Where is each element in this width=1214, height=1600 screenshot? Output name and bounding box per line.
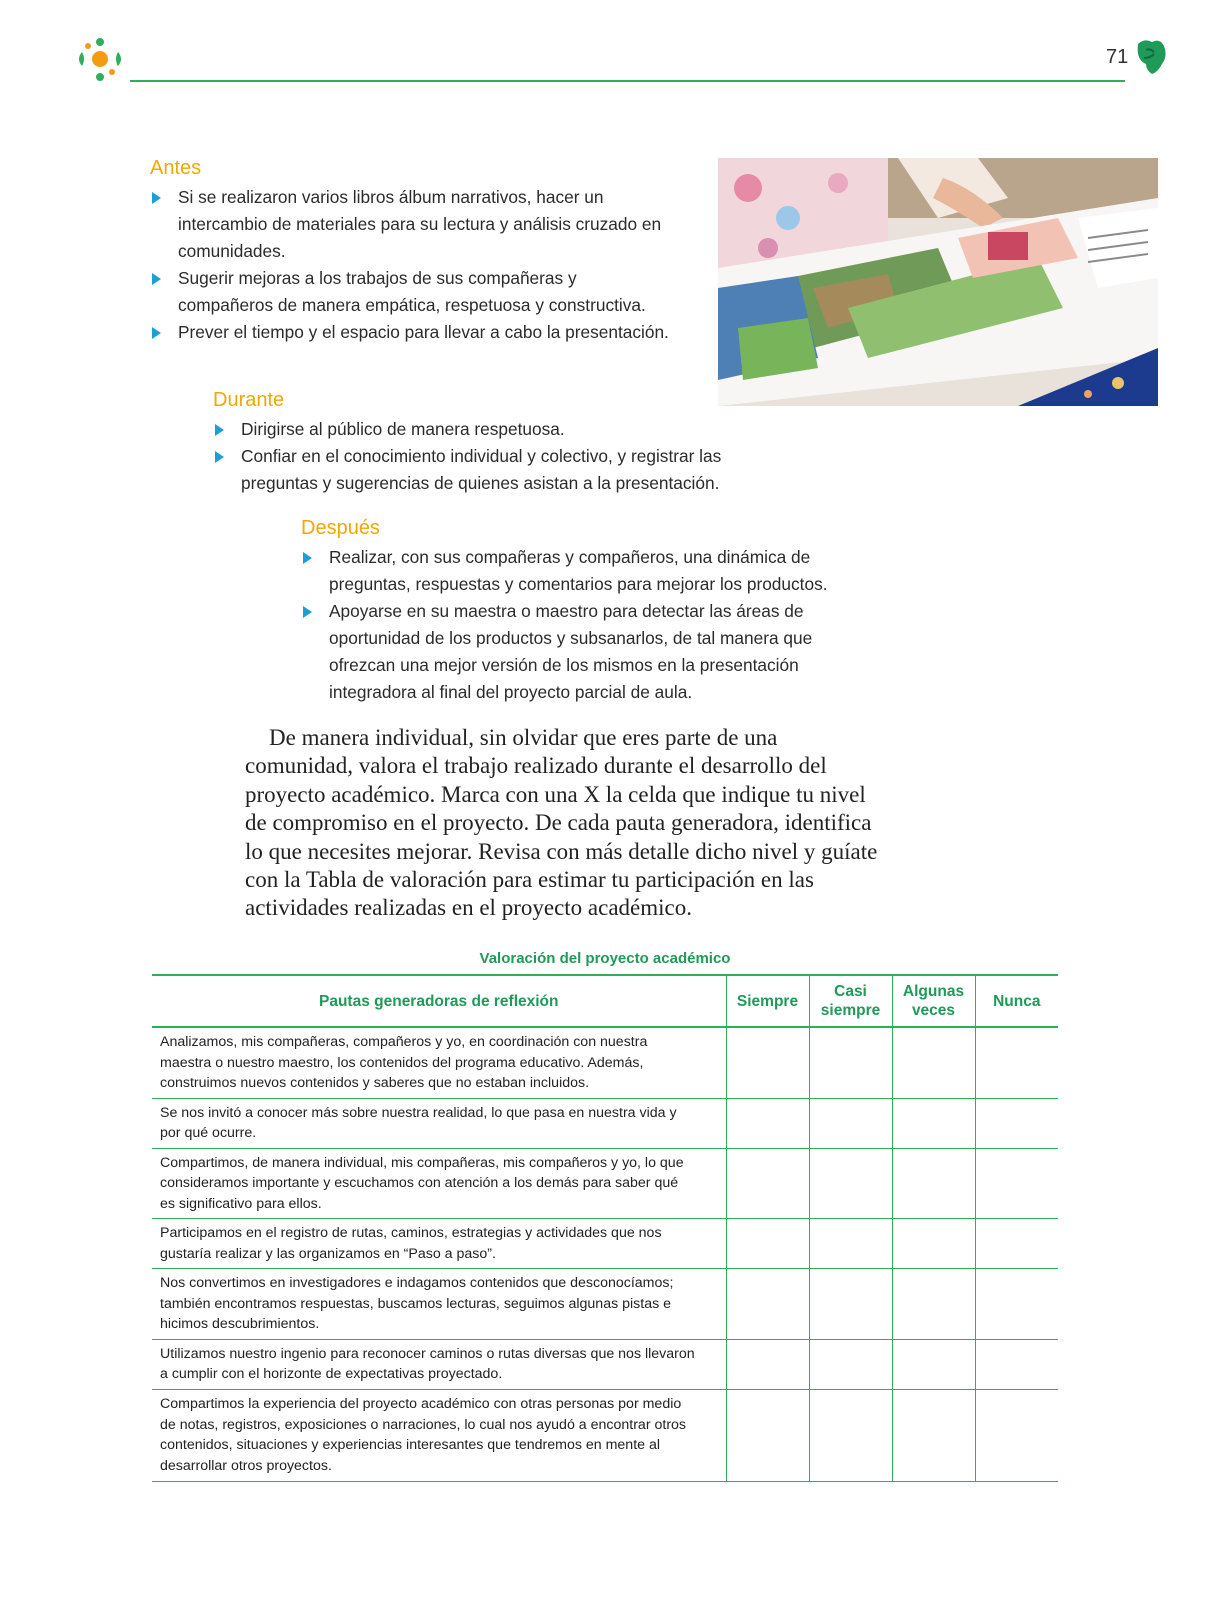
siempre-checkbox-cell[interactable] <box>726 1389 809 1481</box>
algunas-veces-checkbox-cell[interactable] <box>892 1219 975 1269</box>
table-row <box>152 1269 1058 1340</box>
nunca-checkbox-cell[interactable] <box>975 1098 1058 1148</box>
table-row <box>152 1219 1058 1269</box>
nunca-checkbox-cell[interactable] <box>975 1389 1058 1481</box>
header-casi-siempre: Casi siempre <box>809 975 892 1027</box>
list-item-text: Si se realizaron varios libros álbum narrativos, hacer un intercambio de materiales para su lectura y análisis cruzado en comunidades. <box>178 187 662 261</box>
casi-siempre-checkbox-cell[interactable] <box>809 1148 892 1219</box>
statement-cell: Utilizamos nuestro ingenio para reconocer caminos o rutas diversas que nos llevaron a cumplir con el horizonte de expectativas proyectado. <box>152 1339 726 1389</box>
header-algunas-veces: Algunas veces <box>892 975 975 1027</box>
casi-siempre-checkbox-cell[interactable] <box>809 1339 892 1389</box>
list-item-text: Realizar, con sus compañeras y compañeros, una dinámica de preguntas, respuestas y comentarios para mejorar los productos. <box>329 547 828 594</box>
classroom-photo <box>718 158 1158 406</box>
statement-cell: Se nos invitó a conocer más sobre nuestra realidad, lo que pasa en nuestra vida y por qué ocurre. <box>152 1098 726 1148</box>
algunas-veces-checkbox-cell[interactable] <box>892 1389 975 1481</box>
casi-siempre-checkbox-cell[interactable] <box>809 1269 892 1340</box>
casi-siempre-checkbox-cell[interactable] <box>809 1098 892 1148</box>
casi-siempre-checkbox-cell[interactable] <box>809 1027 892 1098</box>
table-row <box>152 1339 1058 1389</box>
siempre-checkbox-cell[interactable] <box>726 1027 809 1098</box>
antes-section <box>150 156 670 346</box>
table-caption: Valoración del proyecto académico <box>479 950 731 967</box>
list-item <box>213 416 773 443</box>
antes-list <box>150 184 670 346</box>
table-row <box>152 1148 1058 1219</box>
algunas-veces-checkbox-cell[interactable] <box>892 1269 975 1340</box>
list-item-text: Prever el tiempo y el espacio para llevar a cabo la presentación. <box>178 322 669 342</box>
bullet-arrow-icon <box>303 606 312 618</box>
list-item <box>301 598 861 706</box>
list-item <box>150 184 670 265</box>
siempre-checkbox-cell[interactable] <box>726 1148 809 1219</box>
list-item-text: Dirigirse al público de manera respetuosa. <box>241 419 565 439</box>
list-item-text: Apoyarse en su maestra o maestro para detectar las áreas de oportunidad de los productos y subsanarlos, de tal manera que ofrezcan una mejor versión de los mismos en la presentación integradora al final del proyecto parcial de aula. <box>329 601 813 702</box>
siempre-checkbox-cell[interactable] <box>726 1098 809 1148</box>
nunca-checkbox-cell[interactable] <box>975 1027 1058 1098</box>
durante-list <box>213 416 773 497</box>
durante-section <box>213 388 773 497</box>
despues-title: Después <box>301 517 380 539</box>
despues-section <box>301 516 861 706</box>
list-item <box>301 544 861 598</box>
statement-cell: Compartimos la experiencia del proyecto académico con otras personas por medio de notas, registros, exposiciones o narraciones, lo cual nos ayudó a encontrar otros contenidos, situaciones y experiencias interesantes que tendremos en mente al desarrollar otros proyectos. <box>152 1389 726 1481</box>
nunca-checkbox-cell[interactable] <box>975 1269 1058 1340</box>
green-emblem-icon <box>1134 38 1168 76</box>
bullet-arrow-icon <box>152 192 161 204</box>
flower-logo-icon <box>72 34 128 84</box>
siempre-checkbox-cell[interactable] <box>726 1219 809 1269</box>
instructions-paragraph: De manera individual, sin olvidar que eres parte de una comunidad, valora el trabajo realizado durante el desarrollo del proyecto académico. Marca con una X la celda que indique tu nivel de compromiso en el proyecto. De cada pauta generadora, identifica lo que necesites mejorar. Revisa con más detalle dicho nivel y guíate con la Tabla de valoración para estimar tu participación en las actividades realizadas en el proyecto académico. <box>245 725 878 921</box>
siempre-checkbox-cell[interactable] <box>726 1339 809 1389</box>
list-item <box>150 319 670 346</box>
siempre-checkbox-cell[interactable] <box>726 1269 809 1340</box>
header-rule <box>130 80 1125 82</box>
nunca-checkbox-cell[interactable] <box>975 1339 1058 1389</box>
table-header-row <box>152 975 1058 1027</box>
list-item-text: Confiar en el conocimiento individual y colectivo, y registrar las preguntas y sugerencias de quienes asistan a la presentación. <box>241 446 722 493</box>
assessment-table <box>152 974 1058 1482</box>
header-siempre: Siempre <box>726 975 809 1027</box>
casi-siempre-checkbox-cell[interactable] <box>809 1389 892 1481</box>
casi-siempre-checkbox-cell[interactable] <box>809 1219 892 1269</box>
list-item <box>213 443 773 497</box>
antes-title: Antes <box>150 157 202 179</box>
bullet-arrow-icon <box>215 451 224 463</box>
header-pautas: Pautas generadoras de reflexión <box>152 975 726 1027</box>
bullet-arrow-icon <box>152 327 161 339</box>
list-item-text: Sugerir mejoras a los trabajos de sus compañeras y compañeros de manera empática, respetuosa y constructiva. <box>178 268 646 315</box>
list-item <box>150 265 670 319</box>
table-row <box>152 1027 1058 1098</box>
statement-cell: Participamos en el registro de rutas, caminos, estrategias y actividades que nos gustaría realizar y las organizamos en “Paso a paso”. <box>152 1219 726 1269</box>
bullet-arrow-icon <box>303 552 312 564</box>
algunas-veces-checkbox-cell[interactable] <box>892 1148 975 1219</box>
bullet-arrow-icon <box>215 424 224 436</box>
statement-cell: Analizamos, mis compañeras, compañeros y yo, en coordinación con nuestra maestra o nuestro maestro, los contenidos del programa educativo. Además, construimos nuevos contenidos y saberes que no estaban incluidos. <box>152 1027 726 1098</box>
statement-cell: Compartimos, de manera individual, mis compañeras, mis compañeros y yo, lo que consideramos importante y escuchamos con atención a los demás para saber qué es significativo para ellos. <box>152 1148 726 1219</box>
table-row <box>152 1389 1058 1481</box>
nunca-checkbox-cell[interactable] <box>975 1219 1058 1269</box>
algunas-veces-checkbox-cell[interactable] <box>892 1027 975 1098</box>
durante-title: Durante <box>213 389 285 411</box>
algunas-veces-checkbox-cell[interactable] <box>892 1098 975 1148</box>
table-row <box>152 1098 1058 1148</box>
despues-list <box>301 544 861 706</box>
nunca-checkbox-cell[interactable] <box>975 1148 1058 1219</box>
statement-cell: Nos convertimos en investigadores e indagamos contenidos que desconocíamos; también encontramos respuestas, buscamos lecturas, seguimos algunas pistas e hicimos descubrimientos. <box>152 1269 726 1340</box>
bullet-arrow-icon <box>152 273 161 285</box>
algunas-veces-checkbox-cell[interactable] <box>892 1339 975 1389</box>
header-nunca: Nunca <box>975 975 1058 1027</box>
page-number: 71 <box>1106 46 1129 68</box>
